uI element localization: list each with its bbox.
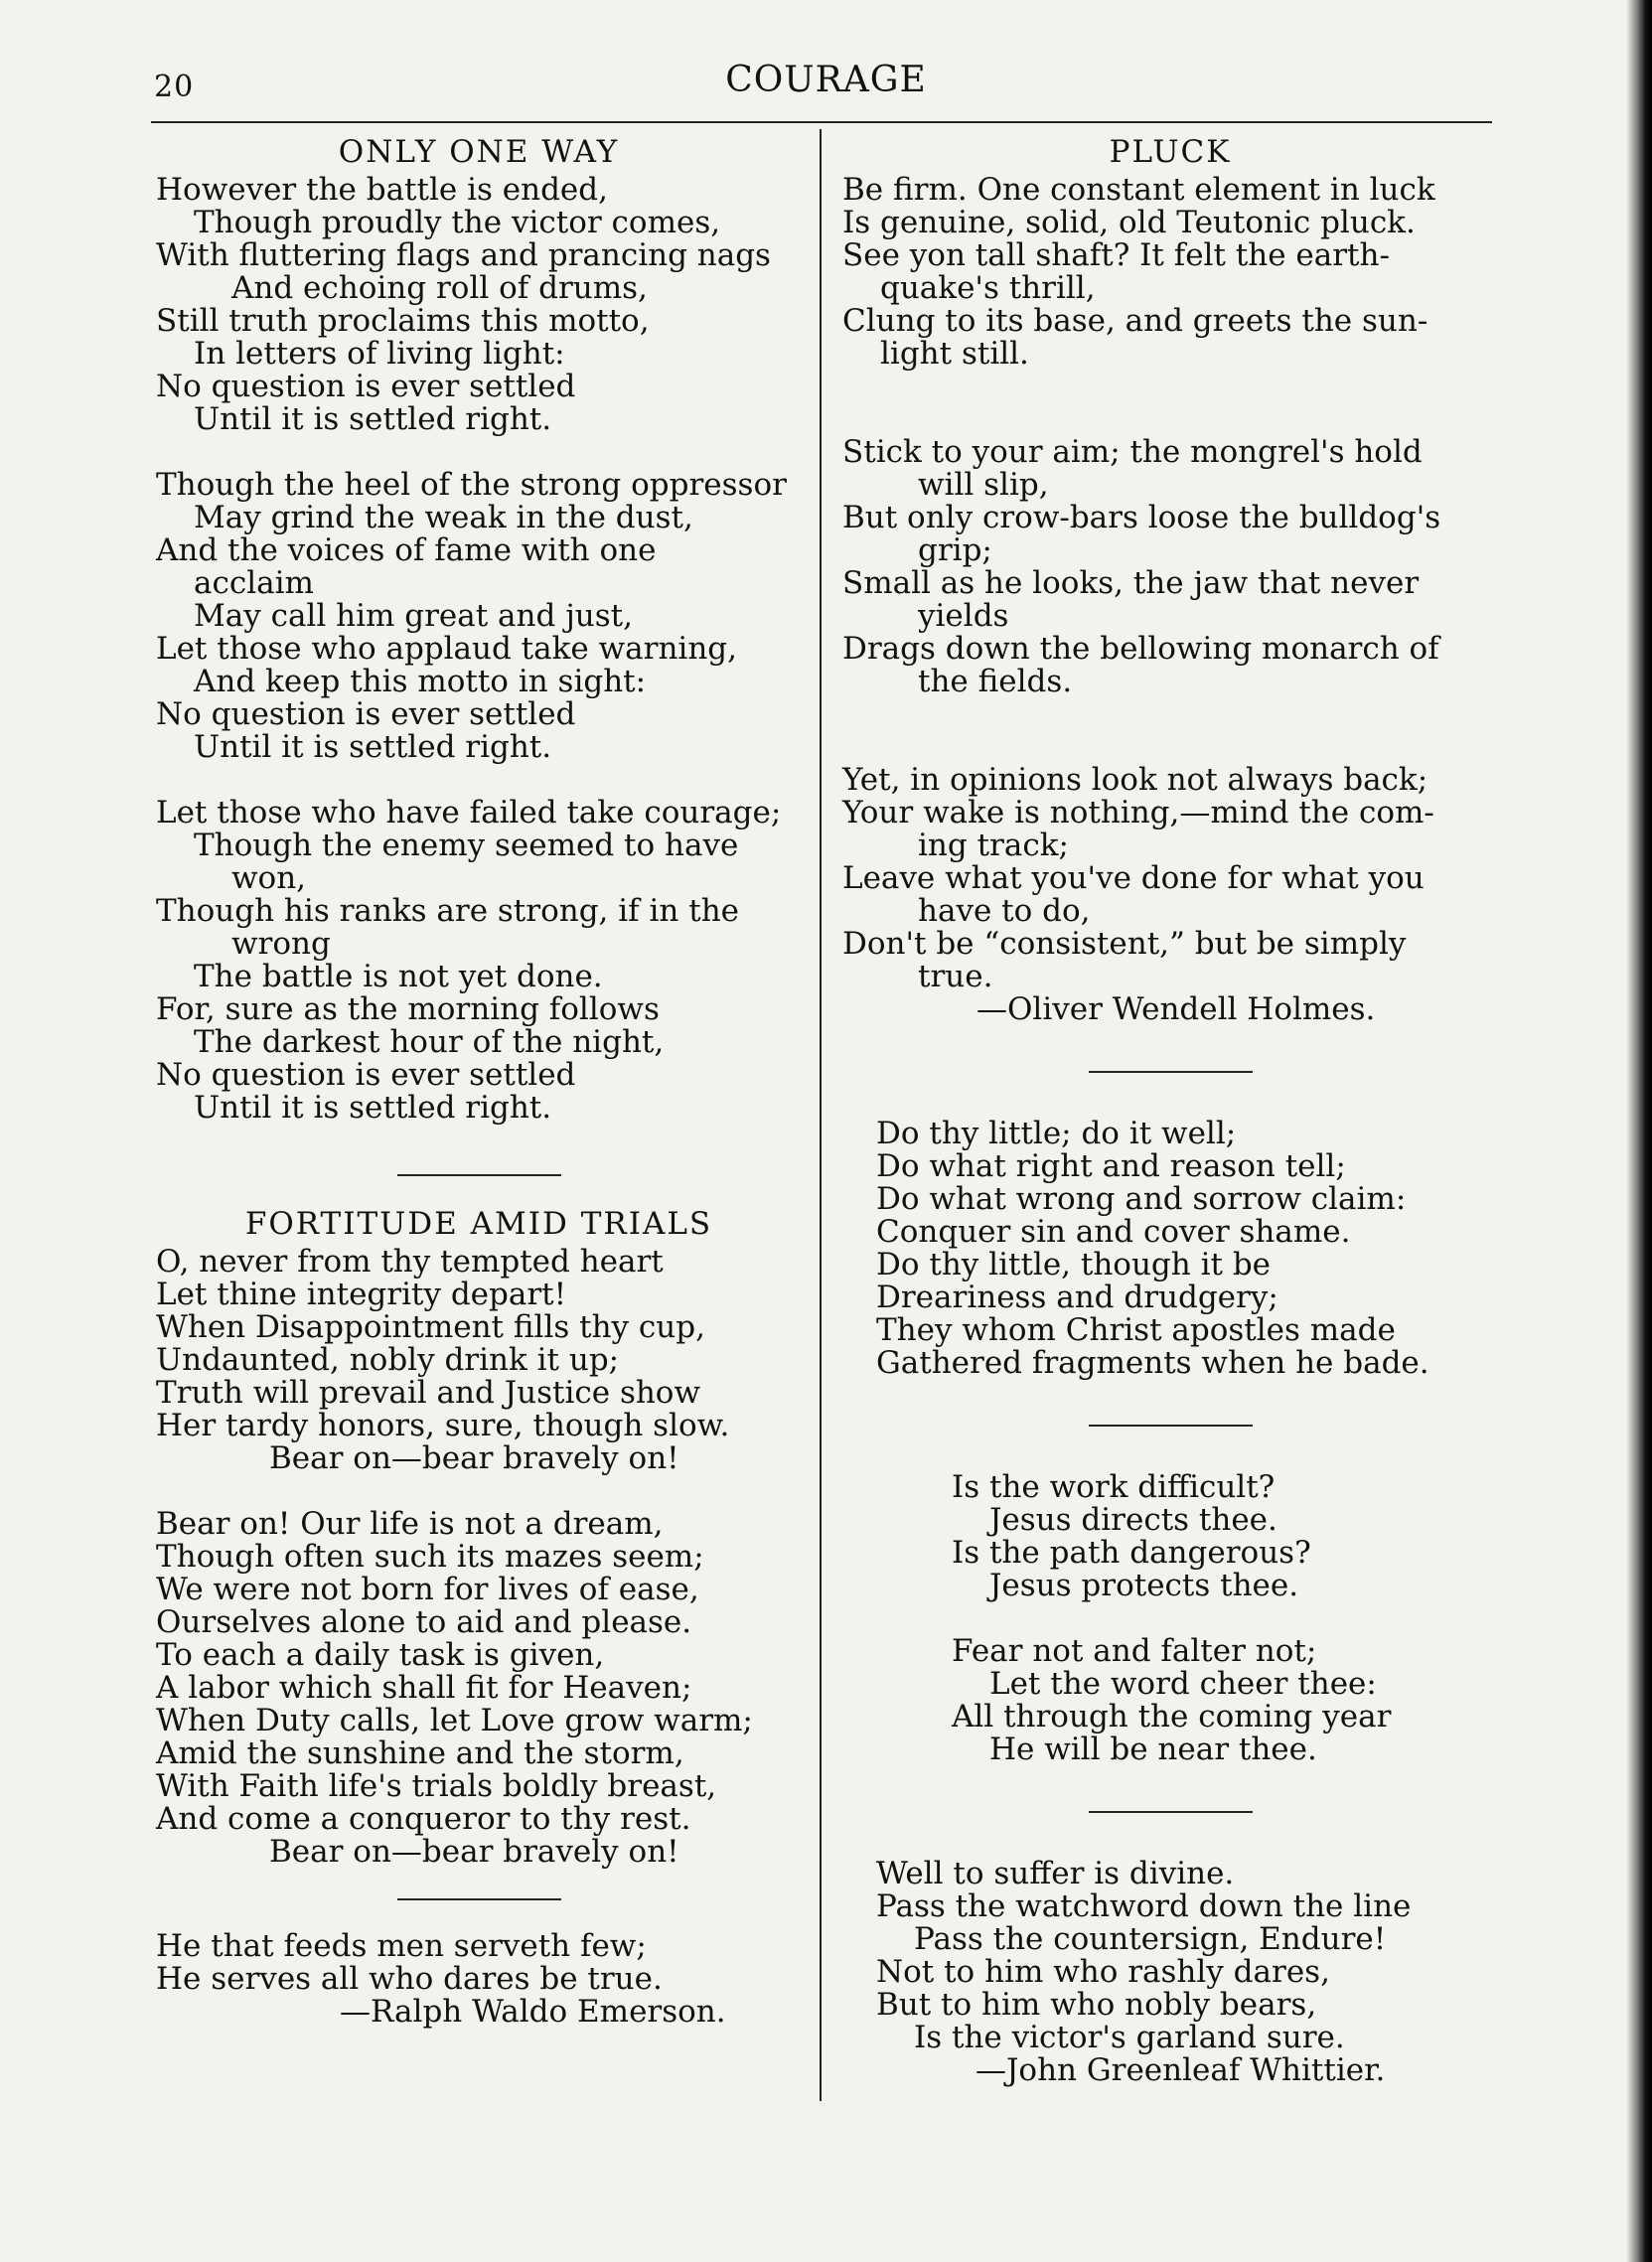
- stanza: [952, 1635, 1498, 1766]
- poem-refrain: Bear on—bear bravely on!: [269, 1440, 679, 1476]
- poem-line: Though his ranks are strong, if in the: [156, 893, 740, 929]
- stanza: [156, 797, 802, 1125]
- poem-line: We were not born for lives of ease,: [156, 1572, 699, 1607]
- poem-line: Clung to its base, and greets the sun-: [842, 303, 1428, 339]
- poem-line: Amid the sunshine and the storm,: [156, 1735, 684, 1771]
- poem-line: wrong: [231, 926, 331, 962]
- poem-only-one-way: [156, 134, 802, 1125]
- poem-title: PLUCK: [1109, 134, 1232, 170]
- poem-line: May call him great and just,: [194, 598, 633, 634]
- poem-line: light still.: [880, 336, 1029, 372]
- poem-line: He serves all who dares be true.: [156, 1961, 663, 1997]
- poem-line: Is the work difficult?: [952, 1469, 1276, 1505]
- poem-line: Is the path dangerous?: [952, 1535, 1311, 1571]
- poem-line: Pass the watchword down the line: [876, 1888, 1412, 1924]
- section-separator: [397, 1174, 561, 1176]
- poem-line: Let those who have failed take courage;: [156, 795, 782, 830]
- poem-line: The battle is not yet done.: [194, 959, 603, 994]
- poem-line: Stick to your aim; the mongrel's hold: [842, 434, 1423, 470]
- poem-line: However the battle is ended,: [156, 172, 608, 208]
- poem-line: But to him who nobly bears,: [876, 1987, 1317, 2023]
- poem-line: will slip,: [918, 467, 1049, 503]
- poem-line: No question is ever settled: [156, 1057, 576, 1093]
- stanza-gap: [842, 698, 1498, 764]
- poem-line: Though the heel of the strong oppressor: [156, 467, 787, 503]
- poem-line: Truth will prevail and Justice show: [156, 1375, 701, 1411]
- poem-line: acclaim: [194, 565, 314, 601]
- poem-do-thy-little: [842, 1118, 1498, 1380]
- poem-line: Though often such its mazes seem;: [156, 1539, 704, 1575]
- poem-line: But only crow-bars loose the bulldog's: [842, 500, 1441, 535]
- section-separator: [1089, 1071, 1253, 1073]
- stanza: [952, 1471, 1498, 1602]
- poem-line: Ourselves alone to aid and please.: [156, 1604, 692, 1640]
- poem-line: Let the word cheer thee:: [989, 1666, 1377, 1702]
- stanza-gap: [156, 436, 802, 469]
- poem-line: Undaunted, nobly drink it up;: [156, 1342, 620, 1378]
- poem-line: To each a daily task is given,: [156, 1637, 605, 1673]
- poem-line: A labor which shall fit for Heaven;: [156, 1670, 692, 1706]
- poem-jesus: [842, 1471, 1498, 1766]
- poem-line: The darkest hour of the night,: [194, 1024, 665, 1060]
- poem-line: O, never from thy tempted heart: [156, 1244, 664, 1280]
- poem-line: Until it is settled right.: [194, 729, 552, 765]
- poem-line: ing track;: [918, 828, 1069, 863]
- poem-line: Drags down the bellowing monarch of: [842, 631, 1439, 667]
- right-column: [842, 134, 1498, 2087]
- poem-line: He will be near thee.: [989, 1732, 1317, 1767]
- quote-emerson: [156, 1930, 802, 2029]
- poem-line: Let those who applaud take warning,: [156, 631, 737, 667]
- poem-line: Pass the countersign, Endure!: [914, 1921, 1387, 1957]
- poem-line: Is the victor's garland sure.: [914, 2020, 1345, 2055]
- poem-line: Jesus protects thee.: [989, 1568, 1299, 1603]
- poem-line: Jesus directs thee.: [989, 1502, 1277, 1538]
- stanza-gap: [156, 764, 802, 797]
- poem-refrain: Bear on—bear bravely on!: [269, 1834, 679, 1870]
- poem-line: And come a conqueror to thy rest.: [156, 1801, 691, 1837]
- poem-line: Still truth proclaims this motto,: [156, 303, 650, 339]
- poem-line: Until it is settled right.: [194, 1090, 552, 1126]
- poem-line: When Disappointment fills thy cup,: [156, 1309, 705, 1345]
- section-separator: [397, 1898, 561, 1900]
- poem-line: For, sure as the morning follows: [156, 991, 660, 1027]
- poem-line: Small as he looks, the jaw that never: [842, 565, 1420, 601]
- section-separator: [1089, 1811, 1253, 1813]
- poem-line: Not to him who rashly dares,: [876, 1954, 1330, 1990]
- attribution: —John Greenleaf Whittier.: [976, 2052, 1386, 2088]
- stanza-gap: [156, 1475, 802, 1508]
- poem-line: Dreariness and drudgery;: [876, 1280, 1278, 1315]
- poem-line: When Duty calls, let Love grow warm;: [156, 1703, 753, 1738]
- poem-line: true.: [918, 959, 993, 994]
- binding-edge-shadow: [1626, 0, 1652, 2262]
- poem-line: Do thy little, though it be: [876, 1247, 1272, 1282]
- poem-line: Though the enemy seemed to have: [194, 828, 739, 863]
- poem-line: Be firm. One constant element in luck: [842, 172, 1435, 208]
- poem-line: Leave what you've done for what you: [842, 860, 1425, 896]
- stanza: [156, 469, 802, 764]
- header-rule: [151, 121, 1492, 123]
- poem-line: He that feeds men serveth few;: [156, 1928, 647, 1964]
- stanza-gap: [842, 371, 1498, 436]
- stanza: [156, 1246, 802, 1475]
- poem-line: Do what right and reason tell;: [876, 1148, 1346, 1184]
- stanza: [842, 436, 1498, 698]
- poem-line: Well to suffer is divine.: [876, 1856, 1235, 1891]
- poem-line: Your wake is nothing,—mind the com-: [842, 795, 1434, 830]
- poem-line: Fear not and falter not;: [952, 1633, 1317, 1669]
- poem-title: FORTITUDE AMID TRIALS: [244, 1206, 713, 1242]
- poem-line: Conquer sin and cover shame.: [876, 1214, 1351, 1250]
- stanza: [842, 764, 1498, 993]
- poem-fortitude-amid-trials: [156, 1206, 802, 1869]
- poem-line: grip;: [918, 532, 992, 568]
- poem-line: See yon tall shaft? It felt the earth-: [842, 237, 1390, 273]
- poem-line: won,: [231, 860, 307, 896]
- poem-line: Do what wrong and sorrow claim:: [876, 1181, 1407, 1217]
- running-title: COURAGE: [725, 60, 927, 100]
- poem-line: Yet, in opinions look not always back;: [842, 762, 1428, 798]
- poem-pluck: [842, 134, 1498, 1026]
- stanza-gap: [952, 1602, 1498, 1635]
- attribution: —Ralph Waldo Emerson.: [340, 1994, 726, 2030]
- poem-line: All through the coming year: [952, 1699, 1392, 1734]
- poem-line: have to do,: [918, 893, 1091, 929]
- poem-line: In letters of living light:: [194, 336, 565, 372]
- stanza: [842, 174, 1498, 371]
- poem-line: Don't be “consistent,” but be simply: [842, 926, 1407, 962]
- poem-line: Gathered fragments when he bade.: [876, 1345, 1429, 1381]
- poem-line: quake's thrill,: [880, 270, 1096, 306]
- poem-line: No question is ever settled: [156, 696, 576, 732]
- poem-line: And echoing roll of drums,: [231, 270, 648, 306]
- page-header: [0, 52, 1652, 107]
- page-number: 20: [154, 70, 195, 104]
- poem-line: With Faith life's trials boldly breast,: [156, 1768, 717, 1804]
- left-column: [156, 134, 802, 2029]
- poem-line: Let thine integrity depart!: [156, 1277, 567, 1312]
- section-separator: [1089, 1425, 1253, 1427]
- poem-line: Is genuine, solid, old Teutonic pluck.: [842, 205, 1416, 240]
- stanza: [156, 174, 802, 436]
- poem-line: No question is ever settled: [156, 369, 576, 404]
- stanza: [156, 1508, 802, 1869]
- column-divider: [820, 129, 822, 2101]
- poem-line: They whom Christ apostles made: [876, 1312, 1396, 1348]
- poem-line: Do thy little; do it well;: [876, 1116, 1237, 1151]
- poem-line: May grind the weak in the dust,: [194, 500, 693, 535]
- attribution: —Oliver Wendell Holmes.: [976, 991, 1376, 1027]
- poem-line: With fluttering flags and prancing nags: [156, 237, 771, 273]
- poem-title: ONLY ONE WAY: [338, 134, 620, 170]
- poem-line: Though proudly the victor comes,: [194, 205, 721, 240]
- poem-whittier: [842, 1858, 1498, 2087]
- poem-line: the fields.: [918, 664, 1073, 699]
- poem-line: And keep this motto in sight:: [194, 664, 647, 699]
- poem-line: Until it is settled right.: [194, 401, 552, 437]
- poem-line: And the voices of fame with one: [156, 532, 657, 568]
- poem-line: Her tardy honors, sure, though slow.: [156, 1408, 730, 1443]
- poem-line: yields: [918, 598, 1009, 634]
- poem-line: Bear on! Our life is not a dream,: [156, 1506, 664, 1542]
